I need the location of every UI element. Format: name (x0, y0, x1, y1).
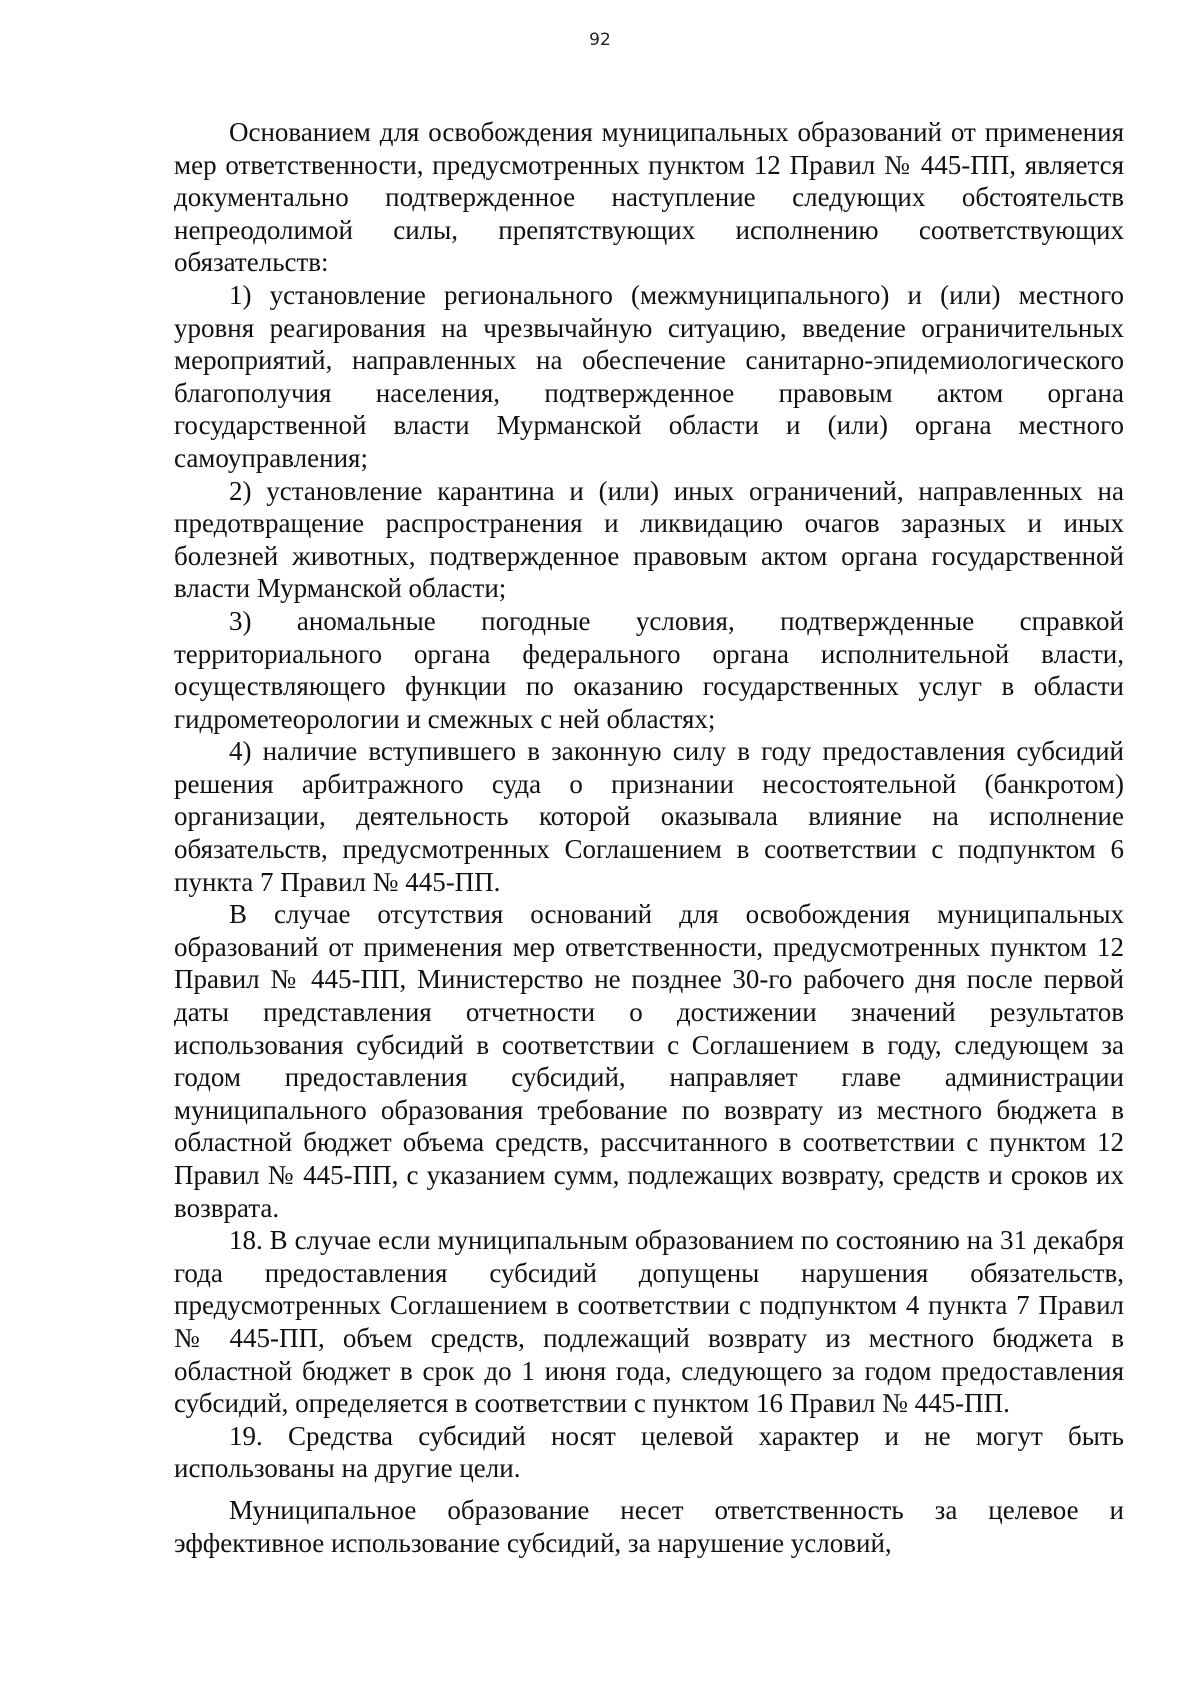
paragraph-no-grounds: В случае отсутствия оснований для освобождения муниципальных образований от применения мер ответственности, предусмотренных пунктом 12 Правил № 445-ПП, Министерство не позднее 30-го рабочего дня после первой даты представления отчетности о достижении значений результатов использования субсидий в соответствии с Соглашением в году, следующем за годом предоставления субсидий, направляет главе администрации муниципального образования требование по возврату из местного бюджета в областной бюджет объема средств, рассчитанного в соответствии с пунктом 12 Правил № 445-ПП, с указанием сумм, подлежащих возврату, средств и сроков их возврата. (174, 899, 1124, 1223)
paragraph-clause-18: 18. В случае если муниципальным образованием по состоянию на 31 декабря года предоставления субсидий допущены нарушения обязательств, предусмотренных Соглашением в соответствии с подпунктом 4 пункта 7 Правил № 445-ПП, объем средств, подлежащий возврату из местного бюджета в областной бюджет в срок до 1 июня года, следующего за годом предоставления субсидий, определяется в соответствии с пунктом 16 Правил № 445-ПП. (174, 1225, 1124, 1419)
paragraph-item-3: 3) аномальные погодные условия, подтвержденные справкой территориального органа федерального органа исполнительной власти, осуществляющего функции по оказанию государственных услуг в области гидрометеорологии и смежных с ней областях; (174, 605, 1124, 734)
paragraph-item-1: 1) установление регионального (межмуниципального) и (или) местного уровня реагирования на чрезвычайную ситуацию, введение ограничительных мероприятий, направленных на обеспечение санитарно-эпидемиологического благополучия населения, подтвержденное правовым актом органа государственной власти Мурманской области и (или) органа местного самоуправления; (174, 279, 1124, 473)
paragraph-force-majeure-intro: Основанием для освобождения муниципальных образований от применения мер ответственности, предусмотренных пунктом 12 Правил № 445-ПП, является документально подтвержденное наступление следующих обстоятельств непреодолимой силы, препятствующих исполнению соответствующих обязательств: (174, 117, 1124, 278)
paragraph-responsibility: Муниципальное образование несет ответственность за целевое и эффективное использование субсидий, за нарушение условий, (174, 1494, 1124, 1558)
paragraph-item-4: 4) наличие вступившего в законную силу в году предоставления субсидий решения арбитражного суда о признании несостоятельной (банкротом) организации, деятельность которой оказывала влияние на исполнение обязательств, предусмотренных Соглашением в соответствии с подпунктом 6 пункта 7 Правил № 445-ПП. (174, 736, 1124, 897)
paragraph-item-2: 2) установление карантина и (или) иных ограничений, направленных на предотвращение распространения и ликвидацию очагов заразных и иных болезней животных, подтвержденное правовым актом органа государственной власти Мурманской области; (174, 475, 1124, 604)
page-number: 92 (589, 30, 611, 50)
paragraph-clause-19: 19. Средства субсидий носят целевой характер и не могут быть использованы на другие цели. (174, 1420, 1124, 1484)
document-body (174, 116, 1124, 1559)
